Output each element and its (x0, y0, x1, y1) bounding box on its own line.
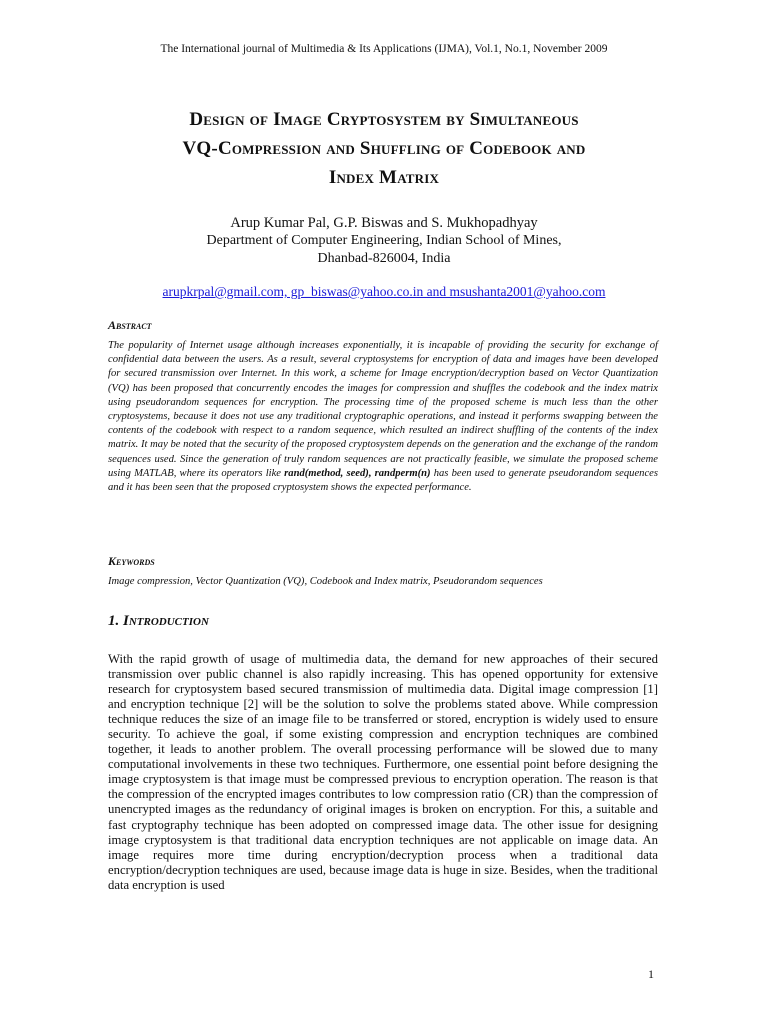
paper-title (60, 105, 708, 192)
abstract-text-part-2: has been used to generate pseudorandom sequences and it has been seen that the proposed cryptosystem shows the expected performance. (108, 467, 658, 494)
author-affiliation: Department of Computer Engineering, Indian School of Mines, (206, 233, 562, 248)
abstract-text (108, 339, 658, 495)
page-number: 1 (648, 967, 654, 981)
abstract-code-operators: rand(method, seed), randperm(n) (284, 467, 431, 479)
author-address: Dhanbad-826004, India (317, 251, 451, 266)
introduction-heading: 1. Introduction (108, 613, 209, 629)
running-head: The International journal of Multimedia & Its Applications (IJMA), Vol.1, No.1, November 2009 (160, 43, 608, 55)
author-block (0, 214, 768, 268)
title-line-1: Design of Image Cryptosystem by Simultaneous (189, 109, 579, 130)
title-line-3: Index Matrix (328, 167, 440, 188)
keywords-text: Image compression, Vector Quantization (VQ), Codebook and Index matrix, Pseudorandom sequences (108, 576, 543, 587)
introduction-text: With the rapid growth of usage of multimedia data, the demand for new approaches of their secured transmission over public channel is also rapidly increasing. This has opened opportunity for extensive research for cryptosystem based secured transmission of multimedia data. Digital image compression [1] and encryption technique [2] will be the solution to solve the problems stated above. While compression technique reduces the size of an image file to be transferred or stored, encryption is widely used to ensure security. To achieve the goal, if some existing compression and encryption techniques are combined together, it leads to another problem. The overall processing performance will be slowed due to many computational involvements in these two techniques. Furthermore, one essential point before designing the image cryptosystem is that image must be compressed previous to encryption operation. The reason is that the compression of the encrypted images contributes to low compression ratio (CR) than the compression of unencrypted images as the redundancy of original images is broken on encryption. For this, a suitable and fast cryptography technique has been adopted on compressed image data. The other issue for designing image cryptosystem is that traditional data encryption techniques are not applicable on image data. An image requires more time during encryption/decryption process when a traditional data encryption/decryption techniques are used, because image data is huge in size. Besides, when the traditional data encryption is used (108, 652, 658, 892)
author-emails-link[interactable]: arupkrpal@gmail.com, gp_biswas@yahoo.co.in and msushanta2001@yahoo.com (162, 284, 606, 299)
abstract-text-part-1: The popularity of Internet usage although increases exponentially, it is incapable of providing the security for exchange of confidential data between the users. As a result, several cryptosystems for encryption of data and images have been developed for secured transmission over Internet. In this work, a scheme for Image encryption/decryption based on Vector Quantization (VQ) has been proposed that concurrently encodes the images for compression and shuffles the codebook and the index matrix using pseudorandom sequences for encryption. The processing time of the proposed scheme is much less than the other cryptosystems, because it does not use any traditional cryptographic operations, and instead it performs swapping between the contents of the codebook with respect to a random sequence, which resulted an indirect shuffling of the contents of the index matrix. It may be noted that the security of the proposed cryptosystem depends on the generation and the exchange of the random sequences used. Since the generation of truly random sequences are not practically feasible, we simulate the proposed scheme using MATLAB, where its operators like (108, 340, 658, 479)
keywords-heading: Keywords (108, 554, 155, 568)
abstract-heading: Abstract (108, 318, 152, 332)
title-line-2: VQ-Compression and Shuffling of Codebook and (182, 138, 586, 159)
author-names: Arup Kumar Pal, G.P. Biswas and S. Mukhopadhyay (230, 215, 538, 231)
